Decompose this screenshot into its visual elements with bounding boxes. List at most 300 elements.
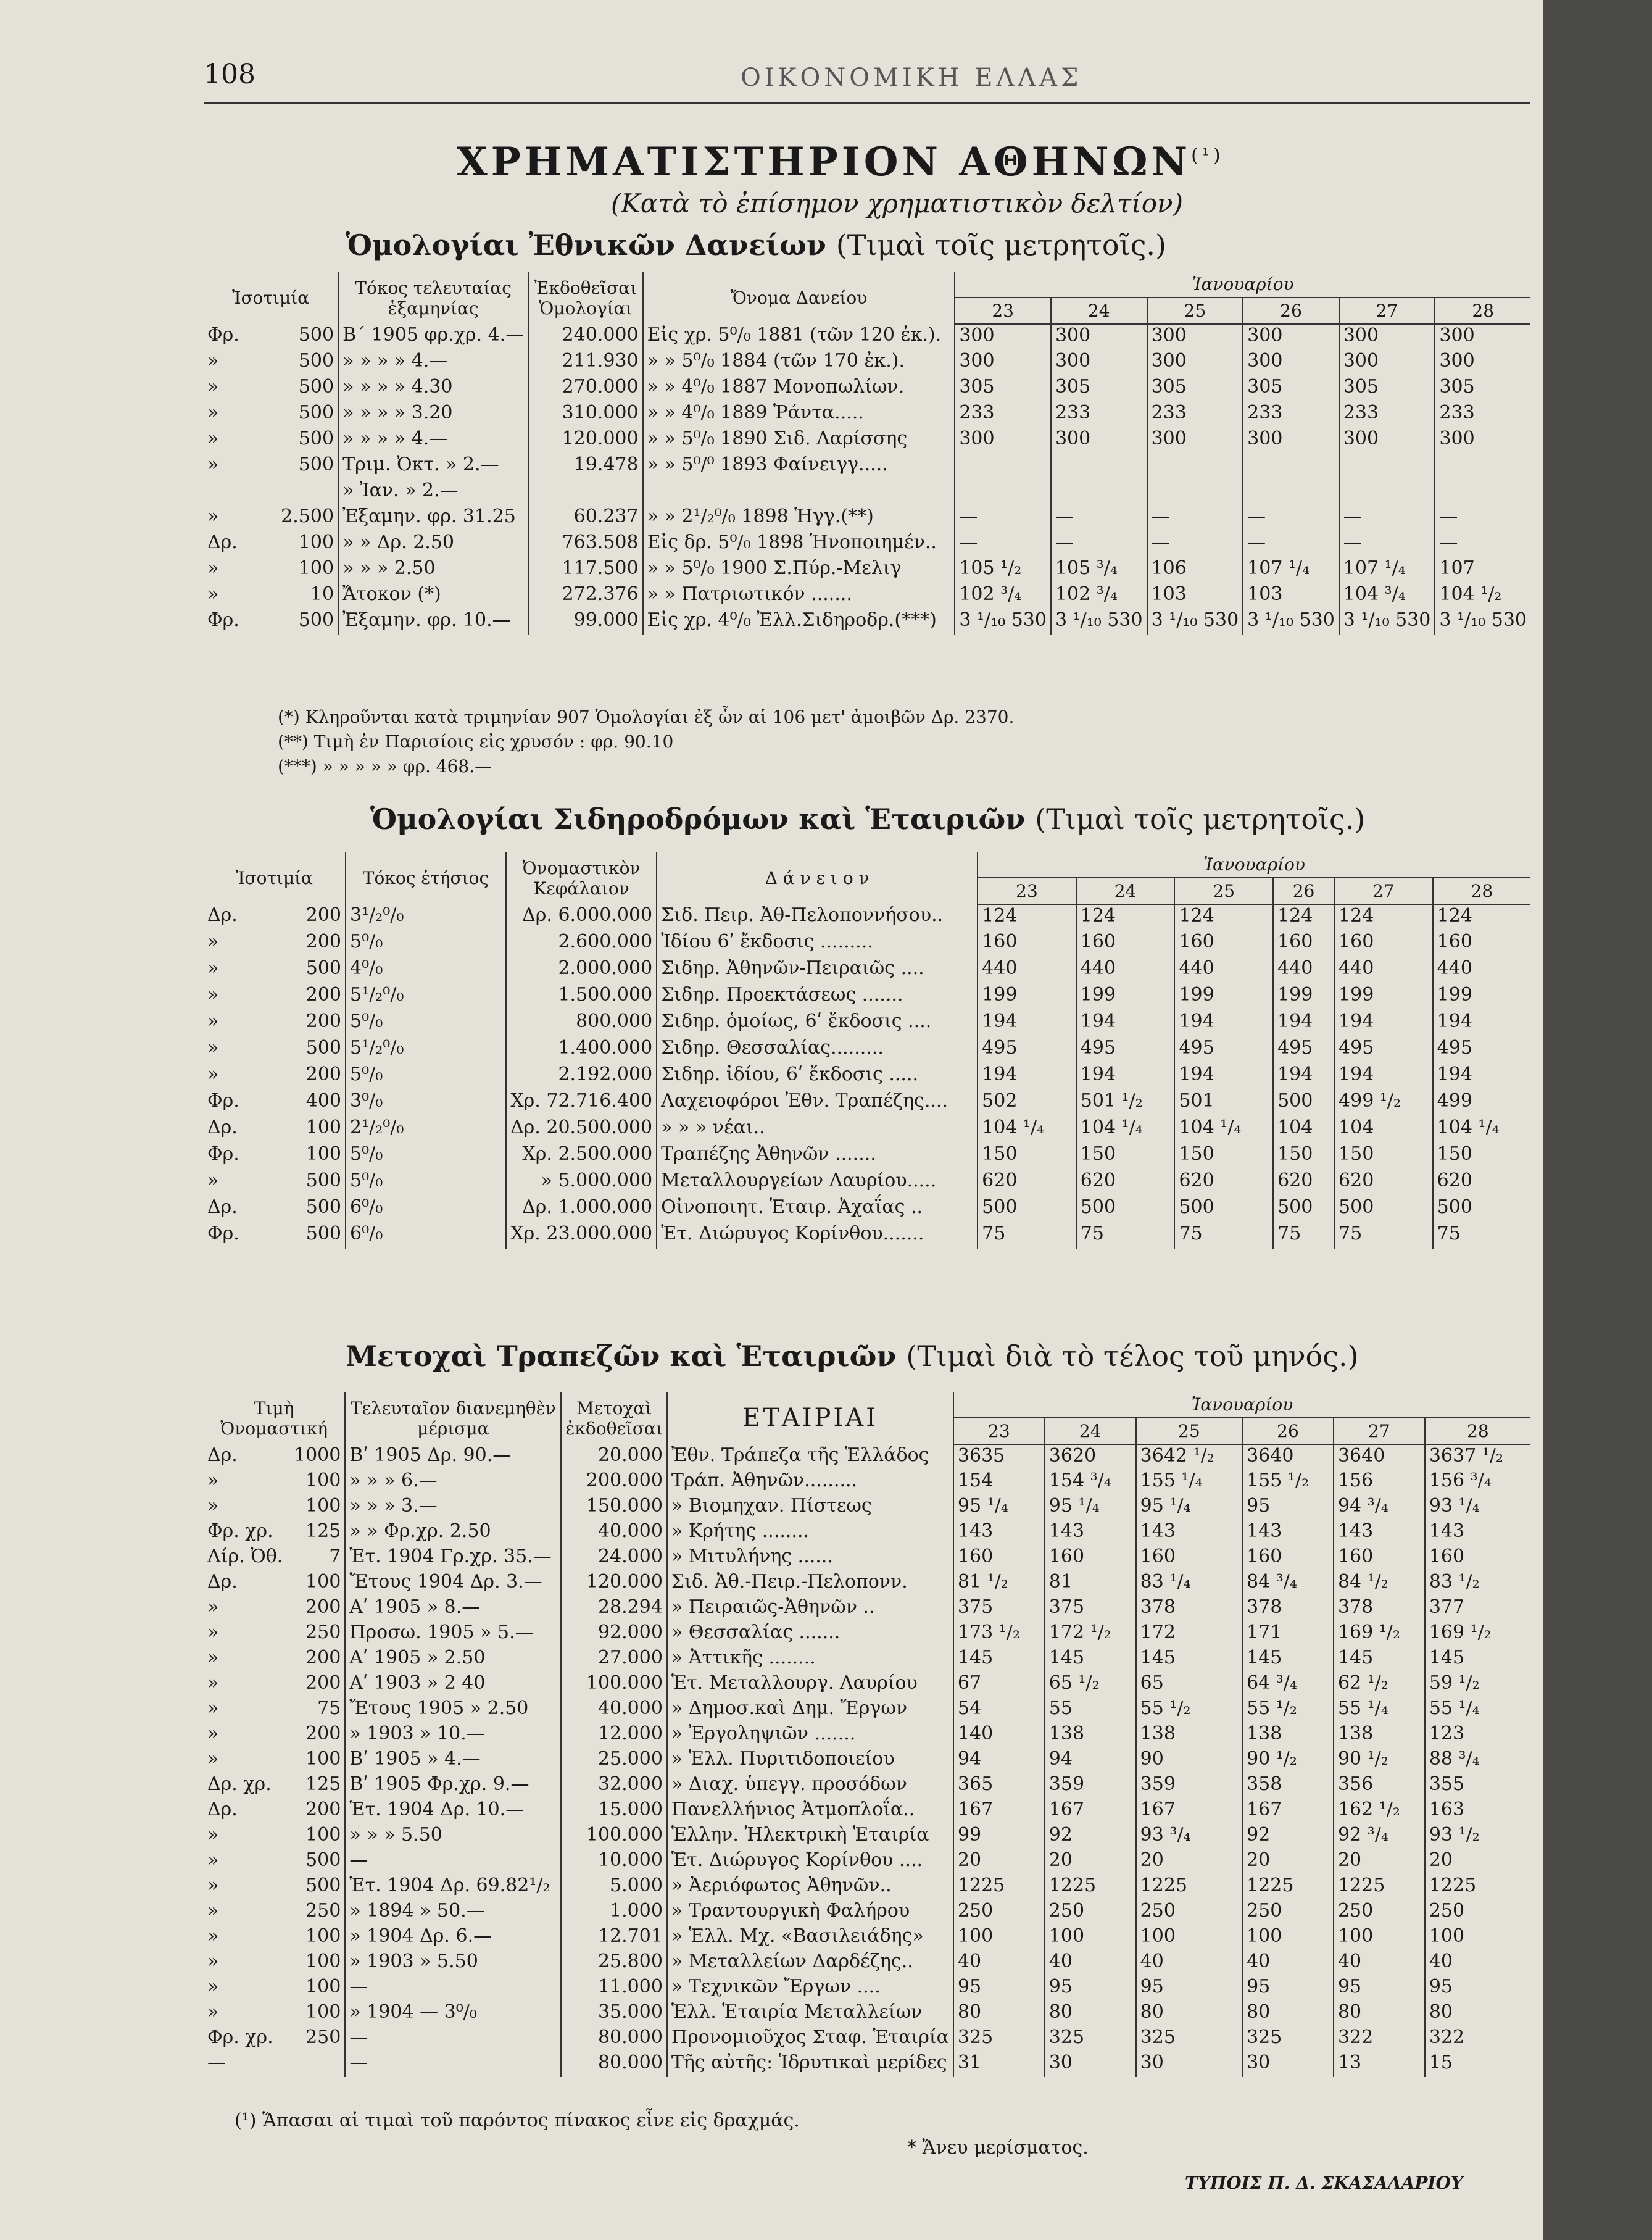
table-cell: 160	[1334, 931, 1433, 957]
table-cell: 325	[1136, 2026, 1242, 2052]
table-cell: 300	[1243, 324, 1339, 350]
table-cell: Ἑλλ. Ἑταιρία Μεταλλείων	[667, 2001, 953, 2026]
table-row	[204, 1697, 1530, 1723]
table-cell: Οἰνοποιητ. Ἑταιρ. Ἀχαΐας ..	[657, 1196, 978, 1223]
day-header: 27	[1334, 878, 1433, 904]
table-cell: 305	[955, 376, 1051, 402]
table-cell: 140	[953, 1723, 1045, 1748]
table-cell: 500	[298, 402, 334, 424]
table-cell: 124	[1433, 904, 1530, 931]
table-cell: 100	[305, 1470, 341, 1492]
table-row	[204, 1143, 1530, 1170]
table-cell: » » Δρ. 2.50	[338, 531, 528, 557]
table-cell: 95	[1045, 1976, 1136, 2001]
table-cell: 10	[310, 583, 334, 606]
table-cell: 20	[953, 1849, 1045, 1875]
table-cell: 95	[1136, 1976, 1242, 2001]
table-cell: 90 ¹/₂	[1334, 1748, 1425, 1773]
table-note: (***) » » » » » φρ. 468.—	[278, 756, 492, 777]
table-cell: 138	[1334, 1723, 1425, 1748]
table-cell: 124	[1174, 904, 1273, 931]
table-cell: 5¹/₂⁰/₀	[346, 984, 506, 1010]
table-cell: 300	[1435, 428, 1530, 454]
day-header: 26	[1242, 1418, 1334, 1444]
table-cell: Πανελλήνιος Ἀτμοπλοΐα..	[667, 1799, 953, 1824]
table-cell: 194	[978, 1010, 1076, 1037]
table-cell: 502	[978, 1090, 1076, 1117]
table-row	[204, 1090, 1530, 1117]
table-cell: 169 ¹/₂	[1425, 1622, 1530, 1647]
day-header: 28	[1435, 298, 1530, 324]
table-cell: 1.400.000	[506, 1037, 657, 1064]
table-cell: 305	[1243, 376, 1339, 402]
table-cell: 75	[1433, 1223, 1530, 1249]
table-cell: 378	[1136, 1596, 1242, 1622]
table-cell: Σιδηρ. Προεκτάσεως .......	[657, 984, 978, 1010]
table-cell: 99	[953, 1824, 1045, 1849]
table-cell: 1225	[953, 1875, 1045, 1900]
running-head: ΟΙΚΟΝΟΜΙΚΗ ΕΛΛΑΣ	[741, 64, 1082, 92]
table-cell: 64 ³/₄	[1242, 1672, 1334, 1697]
table-cell: 500	[1273, 1090, 1334, 1117]
table-cell: » » 5⁰/₀ 1890 Σιδ. Λαρίσσης	[643, 428, 955, 454]
table-cell: 160	[1076, 931, 1175, 957]
table-cell: 300	[955, 324, 1051, 350]
table-cell: 377	[1425, 1596, 1530, 1622]
table-cell: 200	[305, 984, 341, 1006]
col-header: Ἰσοτιμία	[235, 868, 313, 889]
table-cell: Ἑτ. 1904 Γρ.χρ. 35.—	[345, 1546, 561, 1571]
table-cell: 95	[1242, 1495, 1334, 1520]
table-cell: —	[1435, 531, 1530, 557]
table-cell: 5⁰/₀	[346, 931, 506, 957]
table-cell: 143	[1045, 1520, 1136, 1546]
table-cell: Βʹ 1905 Φρ.χρ. 9.—	[345, 1773, 561, 1799]
table-cell: 94 ³/₄	[1334, 1495, 1425, 1520]
table-cell: Φρ.	[207, 1090, 239, 1112]
table-cell: Εἰς χρ. 5⁰/₀ 1881 (τῶν 120 ἐκ.).	[643, 324, 955, 350]
table-cell: 100.000	[561, 1672, 667, 1697]
table-cell: 250	[1045, 1900, 1136, 1925]
table-cell: —	[1243, 531, 1339, 557]
table-cell: 55	[1045, 1697, 1136, 1723]
table-cell: 100	[305, 1495, 341, 1517]
table-cell: 240.000	[528, 324, 642, 350]
table-cell: 81	[1045, 1571, 1136, 1596]
table-cell: Φρ.	[207, 1223, 239, 1245]
table-cell: 100	[1425, 1925, 1530, 1951]
table-cell: » » » 2.50	[338, 557, 528, 583]
table-cell: 120.000	[561, 1571, 667, 1596]
table-cell: Δρ.	[207, 904, 238, 926]
page-number: 108	[204, 59, 255, 90]
table-cell: »	[207, 1470, 219, 1492]
table-cell: » Ἰαν. » 2.—	[338, 480, 528, 506]
table-cell: 325	[1242, 2026, 1334, 2052]
table-cell: 300	[1051, 324, 1147, 350]
day-header: 28	[1433, 878, 1530, 904]
table-cell: 495	[1273, 1037, 1334, 1064]
table-cell: 60.237	[528, 506, 642, 531]
table-cell: 30	[1045, 2052, 1136, 2077]
table-cell: 55 ¹/₂	[1136, 1697, 1242, 1723]
table-cell: 156 ³/₄	[1425, 1470, 1530, 1495]
table-cell: 40	[1242, 1951, 1334, 1976]
table-row	[204, 1900, 1530, 1925]
table-cell: 375	[953, 1596, 1045, 1622]
table-cell: 2.500	[281, 506, 334, 528]
table-cell: 199	[978, 984, 1076, 1010]
table-cell: 93 ³/₄	[1136, 1824, 1242, 1849]
table-cell: Ἔτους 1905 » 2.50	[345, 1697, 561, 1723]
table-cell: 3 ¹/₁₀ 530	[1435, 609, 1530, 635]
table-cell: 160	[1433, 931, 1530, 957]
table-cell: 160	[1425, 1546, 1530, 1571]
table-cell: 117.500	[528, 557, 642, 583]
table-cell: 93 ¹/₄	[1425, 1495, 1530, 1520]
table-row	[204, 480, 1530, 506]
table-cell: —	[955, 506, 1051, 531]
table-cell	[1243, 480, 1339, 506]
table-cell: 200	[305, 1799, 341, 1821]
table-cell: 100	[305, 1824, 341, 1846]
table-cell: —	[207, 2052, 226, 2074]
col-header: Ὄνομα Δανείου	[643, 272, 955, 324]
table-cell: 104 ¹/₄	[978, 1117, 1076, 1143]
table-cell: —	[345, 2052, 561, 2077]
table-cell: 495	[1433, 1037, 1530, 1064]
table-cell: 88 ³/₄	[1425, 1748, 1530, 1773]
table-cell: 95 ¹/₄	[953, 1495, 1045, 1520]
table-cell: »	[207, 1010, 219, 1033]
table-cell: —	[1147, 531, 1243, 557]
table-cell: 1225	[1242, 1875, 1334, 1900]
printer-imprint: ΤΥΠΟΙΣ Π. Δ. ΣΚΑΣΑΛΑΡΙΟΥ	[1185, 2173, 1463, 2193]
table-cell: Ἰδίου 6ʹ ἔκδοσις .........	[657, 931, 978, 957]
table-cell: Δρ.	[207, 1196, 238, 1218]
page-title: ΧΡΗΜΑΤΙΣΤΗΡΙΟΝ $A\Theta HN\Omega N^{(^1)}$	[457, 139, 1224, 185]
table-cell: Σιδηρ. Θεσσαλίας.........	[657, 1037, 978, 1064]
table-cell: 500	[978, 1196, 1076, 1223]
table-row	[204, 1773, 1530, 1799]
table-cell: 40	[1045, 1951, 1136, 1976]
table-cell: 35.000	[561, 2001, 667, 2026]
table-cell: 95	[1425, 1976, 1530, 2001]
table-cell: 5⁰/₀	[346, 1170, 506, 1196]
table-cell: 143	[953, 1520, 1045, 1546]
table-cell: 55 ¹/₄	[1334, 1697, 1425, 1723]
table-cell: » Θεσσαλίας .......	[667, 1622, 953, 1647]
table-cell: 763.508	[528, 531, 642, 557]
table-cell: 300	[1243, 428, 1339, 454]
table-body	[204, 1444, 1530, 2077]
table-cell: » Μεταλλείων Δαρδέζης..	[667, 1951, 953, 1976]
table-cell: 194	[1273, 1064, 1334, 1090]
table-cell: 160	[978, 931, 1076, 957]
table-cell: 160	[1174, 931, 1273, 957]
col-header: Δ ά ν ε ι ο ν	[657, 852, 978, 904]
table-row	[204, 583, 1530, 609]
table-cell: Ἐθν. Τράπεζα τῆς Ἑλλάδος	[667, 1444, 953, 1470]
table-cell: 495	[1334, 1037, 1433, 1064]
table-cell: Βʹ 1905 » 4.—	[345, 1748, 561, 1773]
table-cell: 81 ¹/₂	[953, 1571, 1045, 1596]
table-cell: 162 ¹/₂	[1334, 1799, 1425, 1824]
table-cell: 250	[953, 1900, 1045, 1925]
table-cell: Δρ. 1.000.000	[506, 1196, 657, 1223]
table-cell: 171	[1242, 1622, 1334, 1647]
table-cell: 194	[1174, 1064, 1273, 1090]
table-cell: 150	[1334, 1143, 1433, 1170]
table-cell: 95	[953, 1976, 1045, 2001]
table-cell	[270, 480, 338, 506]
table-cell: 94	[953, 1748, 1045, 1773]
table-cell: 2.192.000	[506, 1064, 657, 1090]
table-cell: » Πειραιῶς-Ἀθηνῶν ..	[667, 1596, 953, 1622]
table-body	[204, 904, 1530, 1249]
table-cell: 150	[1174, 1143, 1273, 1170]
table-cell: 3637 ¹/₂	[1425, 1444, 1530, 1470]
month-header: Ἰανουαρίου	[953, 1392, 1530, 1418]
table-cell: 124	[978, 904, 1076, 931]
table-cell: 120.000	[528, 428, 642, 454]
table-row	[204, 1064, 1530, 1090]
table-cell: 100	[305, 1748, 341, 1770]
table-cell: Ἑτ. Μεταλλουργ. Λαυρίου	[667, 1672, 953, 1697]
table-cell: »	[207, 1824, 219, 1846]
table-cell: 3620	[1045, 1444, 1136, 1470]
table-cell: 620	[978, 1170, 1076, 1196]
table-cell: 300	[1339, 324, 1435, 350]
table-cell: 83 ¹/₄	[1136, 1571, 1242, 1596]
col-header: Τόκος ἐτήσιος	[346, 852, 506, 904]
table-cell: 300	[1339, 350, 1435, 376]
table-cell: Σιδ. Πειρ. Ἀθ-Πελοποννήσου..	[657, 904, 978, 931]
table-cell: 3⁰/₀	[346, 1090, 506, 1117]
table-cell: 80	[1425, 2001, 1530, 2026]
table-cell: Ἔτους 1904 Δρ. 3.—	[345, 1571, 561, 1596]
table-cell: 105 ¹/₂	[955, 557, 1051, 583]
table-row	[204, 1037, 1530, 1064]
table-cell: 155 ¹/₂	[1242, 1470, 1334, 1495]
table-cell: 106	[1147, 557, 1243, 583]
table-row	[204, 324, 1530, 350]
table-cell: 145	[1242, 1647, 1334, 1672]
table-cell: 172	[1136, 1622, 1242, 1647]
table-cell: 305	[1435, 376, 1530, 402]
table-cell: 156	[1334, 1470, 1425, 1495]
table-cell: Ἑτ. 1904 Δρ. 69.82¹/₂	[345, 1875, 561, 1900]
table-cell: 500	[1273, 1196, 1334, 1223]
table-cell: 123	[1425, 1723, 1530, 1748]
table-cell: 143	[1242, 1520, 1334, 1546]
day-header: 26	[1273, 878, 1334, 904]
table-row	[204, 1117, 1530, 1143]
table-cell: 194	[1334, 1010, 1433, 1037]
table-cell: Ἐξαμην. φρ. 10.—	[338, 609, 528, 635]
table-cell: 124	[1334, 904, 1433, 931]
footnote-dividend: * Ἄνευ μερίσματος.	[907, 2137, 1089, 2159]
table-cell: 90	[1136, 1748, 1242, 1773]
table-cell: Δρ.	[207, 1444, 238, 1467]
day-header: 27	[1339, 298, 1435, 324]
table-cell: 358	[1242, 1773, 1334, 1799]
table-cell: »	[207, 1064, 219, 1086]
table-cell: 145	[1425, 1647, 1530, 1672]
table-cell: 440	[1273, 957, 1334, 984]
table-cell: » Τεχνικῶν Ἔργων ....	[667, 1976, 953, 2001]
table-cell: 95 ¹/₄	[1136, 1495, 1242, 1520]
table-cell: »	[207, 1170, 219, 1192]
table-row	[204, 454, 1530, 480]
table-cell: 12.701	[561, 1925, 667, 1951]
table-cell: 200	[305, 931, 341, 953]
table-cell: —	[1339, 506, 1435, 531]
table-cell: 305	[1147, 376, 1243, 402]
table-cell: 67	[953, 1672, 1045, 1697]
table-row	[204, 1925, 1530, 1951]
table-cell: 167	[1136, 1799, 1242, 1824]
table-cell: Αʹ 1905 » 2.50	[345, 1647, 561, 1672]
table-cell: 100	[305, 1143, 341, 1165]
table-cell: 138	[1242, 1723, 1334, 1748]
table-cell: 104	[1273, 1117, 1334, 1143]
table-cell: 154	[953, 1470, 1045, 1495]
table-cell: 107 ¹/₄	[1339, 557, 1435, 583]
table-cell: 80.000	[561, 2052, 667, 2077]
table-row	[204, 402, 1530, 428]
table-cell: 28.294	[561, 1596, 667, 1622]
table-cell: 359	[1045, 1773, 1136, 1799]
table-cell: 250	[1242, 1900, 1334, 1925]
table-cell: Εἰς δρ. 5⁰/₀ 1898 Ἡνοποιημέν..	[643, 531, 955, 557]
table-cell: 2.000.000	[506, 957, 657, 984]
table-cell: 124	[1273, 904, 1334, 931]
table-cell: 75	[1273, 1223, 1334, 1249]
table-cell: 100.000	[561, 1824, 667, 1849]
table-cell	[955, 454, 1051, 480]
table-cell: 500	[298, 350, 334, 372]
table-cell: 150	[1076, 1143, 1175, 1170]
table-cell: »	[207, 1037, 219, 1059]
table-cell: » » » νέαι..	[657, 1117, 978, 1143]
table-cell: 83 ¹/₂	[1425, 1571, 1530, 1596]
table-cell: 125	[305, 1773, 341, 1796]
table-cell: 500	[1433, 1196, 1530, 1223]
table-cell: 104	[1334, 1117, 1433, 1143]
table-cell: 233	[1339, 402, 1435, 428]
table-row	[204, 1444, 1530, 1470]
table-cell: 3640	[1242, 1444, 1334, 1470]
table-cell: 500	[305, 1170, 341, 1192]
table-cell: Μεταλλουργείων Λαυρίου.....	[657, 1170, 978, 1196]
table-cell: 356	[1334, 1773, 1425, 1799]
table-cell: 31	[953, 2052, 1045, 2077]
table-row	[204, 557, 1530, 583]
table-row	[204, 984, 1530, 1010]
table-cell: 300	[1339, 428, 1435, 454]
table-cell	[204, 480, 270, 506]
table-cell: »	[207, 931, 219, 953]
table-cell: Σιδ. Ἀθ.-Πειρ.-Πελοπονν.	[667, 1571, 953, 1596]
table-cell: 20	[1334, 1849, 1425, 1875]
table-cell: 55 ¹/₄	[1425, 1697, 1530, 1723]
table-row	[204, 1849, 1530, 1875]
table-cell: 499	[1433, 1090, 1530, 1117]
table-cell: »	[207, 1875, 219, 1897]
table-cell: 2.600.000	[506, 931, 657, 957]
table-note: (**) Τιμὴ ἐν Παρισίοις εἰς χρυσόν : φρ. 90.10	[278, 731, 674, 752]
table-cell: 233	[1243, 402, 1339, 428]
table-cell: 19.478	[528, 454, 642, 480]
table-cell: 20.000	[561, 1444, 667, 1470]
table-cell: 495	[978, 1037, 1076, 1064]
table-cell: 100	[305, 1976, 341, 1998]
table-cell: 65 ¹/₂	[1045, 1672, 1136, 1697]
table-cell: 3¹/₂⁰/₀	[346, 904, 506, 931]
table-cell: »	[207, 1976, 219, 1998]
table-cell: —	[345, 2026, 561, 2052]
table-row	[204, 931, 1530, 957]
table-row	[204, 1223, 1530, 1249]
table-cell: Φρ. χρ.	[207, 1520, 273, 1543]
table-row	[204, 1672, 1530, 1697]
table-cell: Αʹ 1905 » 8.—	[345, 1596, 561, 1622]
table-row	[204, 1196, 1530, 1223]
table-cell: Αʹ 1903 » 2 40	[345, 1672, 561, 1697]
table-cell: 378	[1334, 1596, 1425, 1622]
table-cell: 199	[1174, 984, 1273, 1010]
day-header: 24	[1076, 878, 1175, 904]
table-cell: » Μιτυλήνης ......	[667, 1546, 953, 1571]
col-header: Ἐκδοθεῖσαι Ὁμολογίαι	[528, 272, 642, 324]
table-cell: 3635	[953, 1444, 1045, 1470]
table-cell: 440	[978, 957, 1076, 984]
table-cell	[1435, 480, 1530, 506]
day-header: 24	[1045, 1418, 1136, 1444]
table-cell: 250	[305, 2026, 341, 2049]
table-row	[204, 350, 1530, 376]
day-header: 23	[955, 298, 1051, 324]
table-cell: 105 ³/₄	[1051, 557, 1147, 583]
table-cell: Δρ.	[207, 1571, 238, 1593]
table-cell: —	[955, 531, 1051, 557]
table-cell: »	[207, 1723, 219, 1745]
table-cell: 95	[1334, 1976, 1425, 2001]
table-cell: Φρ.	[207, 1143, 239, 1165]
table-cell: 167	[1045, 1799, 1136, 1824]
table-row	[204, 1470, 1530, 1495]
table-cell: 100	[1242, 1925, 1334, 1951]
table-cell: 13	[1334, 2052, 1425, 2077]
table-cell: —	[345, 1976, 561, 2001]
table-cell: 501	[1174, 1090, 1273, 1117]
table-cell: Δρ. 20.500.000	[506, 1117, 657, 1143]
footnote: (¹) Ἅπασαι αἱ τιμαὶ τοῦ παρόντος πίνακος εἶνε εἰς δραχμάς.	[235, 2110, 800, 2131]
day-header: 25	[1136, 1418, 1242, 1444]
table-cell: Δρ.	[207, 1799, 238, 1821]
table-cell: 199	[1076, 984, 1175, 1010]
table-cell: 355	[1425, 1773, 1530, 1799]
table-cell: 200	[305, 904, 341, 926]
table-cell: 270.000	[528, 376, 642, 402]
day-header: 25	[1174, 878, 1273, 904]
table-cell: 501 ¹/₂	[1076, 1090, 1175, 1117]
table-cell: 75	[317, 1697, 341, 1720]
table-cell: 24.000	[561, 1546, 667, 1571]
table-cell: 100	[305, 1925, 341, 1947]
table-cell: 107	[1435, 557, 1530, 583]
